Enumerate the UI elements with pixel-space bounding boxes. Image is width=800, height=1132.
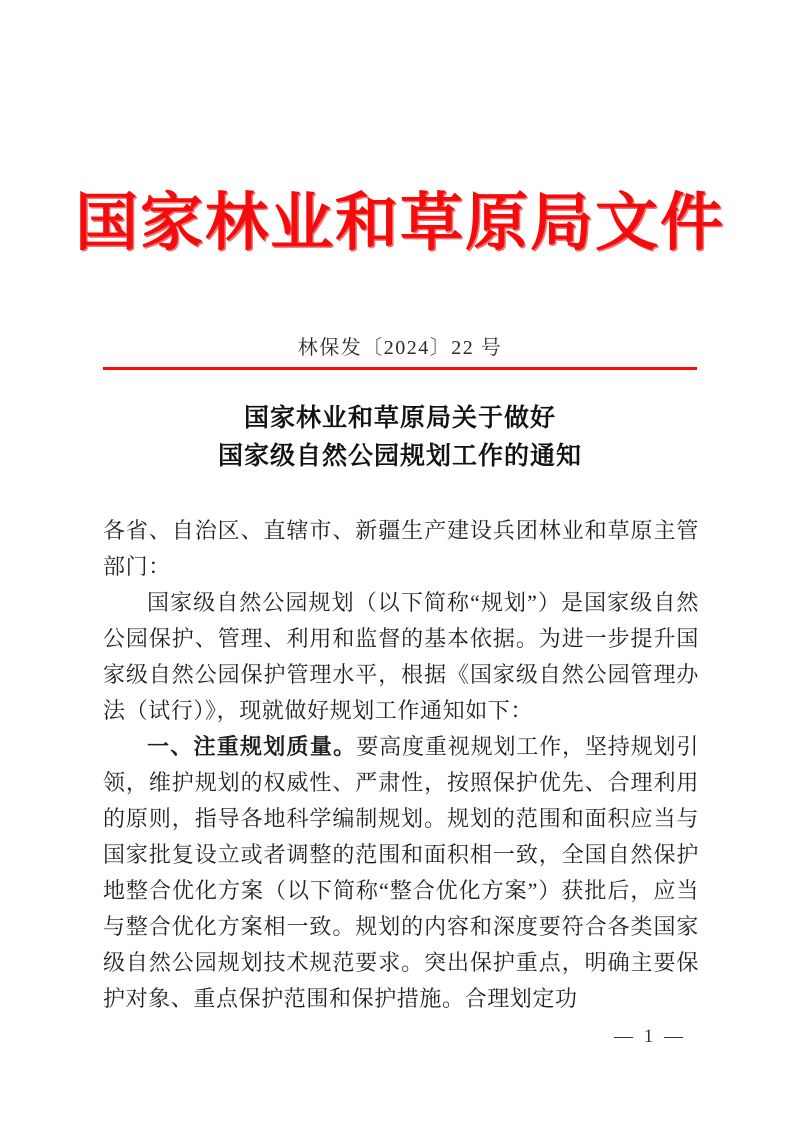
masthead-title: 国家林业和草原局文件: [75, 188, 725, 258]
section-one-heading: 一、注重规划质量。: [147, 734, 357, 759]
page-footer: [0, 1026, 800, 1048]
page-number-label: — 1 —: [614, 1026, 686, 1047]
section-one-text: 要高度重视规划工作，坚持规划引领，维护规划的权威性、严肃性，按照保护优先、合理利用的原则，指导各地科学编制规划。规划的范围和面积应当与国家批复设立或者调整的范围和面积相一致，全国自然保护地整合优化方案（以下简称“整合优化方案”）获批后，应当与整合优化方案相一致。规划的内容和深度要符合各类国家级自然公园规划技术规范要求。突出保护重点，明确主要保护对象、重点保护范围和保护措施。合理划定功: [103, 734, 699, 1011]
document-title-line-1: 国家林业和草原局关于做好: [243, 405, 556, 432]
masthead: [0, 186, 800, 260]
document-title: [0, 400, 800, 476]
section-one-paragraph: [103, 729, 699, 1017]
red-separator-rule: [103, 367, 697, 370]
document-title-line-2: 国家级自然公园规划工作的通知: [217, 443, 582, 470]
document-body: [103, 513, 699, 1017]
document-serial-number: 林保发〔2024〕22 号: [297, 337, 503, 359]
body-paragraph-1: 国家级自然公园规划（以下简称“规划”）是国家级自然公园保护、管理、利用和监督的基本依据。为进一步提升国家级自然公园保护管理水平，根据《国家级自然公园管理办法（试行）》，现就做好规划工作通知如下：: [103, 590, 699, 723]
addressee-line: 各省、自治区、直辖市、新疆生产建设兵团林业和草原主管部门：: [103, 518, 699, 579]
